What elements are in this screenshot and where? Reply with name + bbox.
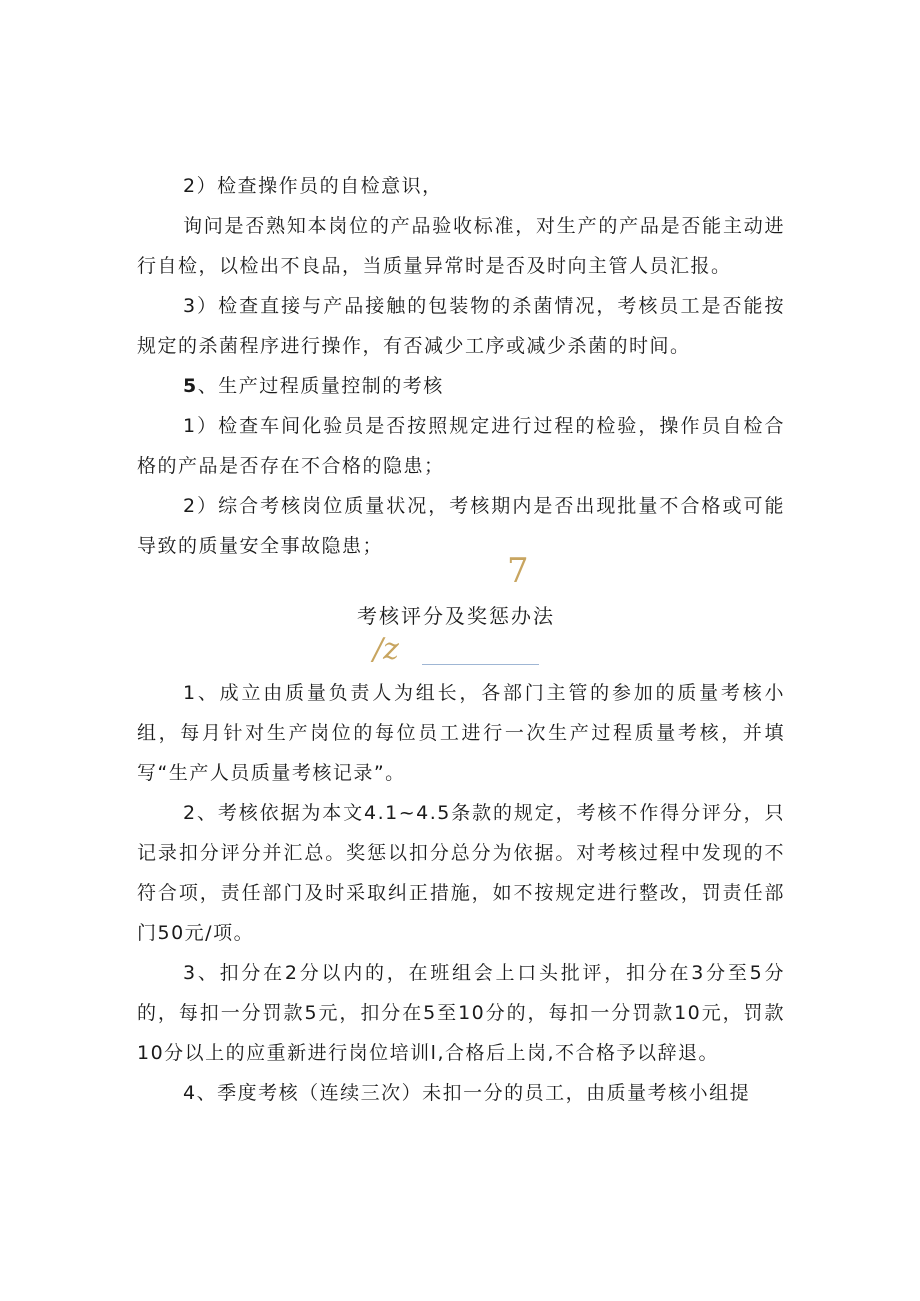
- rule-item-basis: 2、考核依据为本文4.1~4.5条款的规定，考核不作得分评分，只记录扣分评分并汇总。奖惩以扣分总分为依据。对考核过程中发现的不符合项，责任部门及时采取纠正措施，如不按规定进行整改，罚责任部门50元/项。: [137, 802, 785, 944]
- rule-item-committee: 1、成立由质量负责人为组长，各部门主管的参加的质量考核小组，每月针对生产岗位的每位员工进行一次生产过程质量考核，并填写“生产人员质量考核记录”。: [137, 682, 785, 784]
- rule-item-penalties: 3、扣分在2分以内的，在班组会上口头批评，扣分在3分至5分的，每扣一分罚款5元，扣分在5至10分的，每扣一分罚款10元，罚款10分以上的应重新进行岗位培训l,合格后上岗,不合格予以辞退。: [137, 962, 785, 1064]
- section-heading-text: 、生产过程质量控制的考核: [197, 375, 444, 397]
- paragraph-self-inspection-body: 询问是否熟知本岗位的产品验收标准，对生产的产品是否能主动进行自检，以检出不良品，当质量异常时是否及时向主管人员汇报。: [137, 215, 785, 277]
- section-heading-process-quality: [137, 366, 785, 406]
- rule-item-quarterly: 4、季度考核（连续三次）未扣一分的员工，由质量考核小组提: [183, 1082, 751, 1104]
- paragraph-sterilization-check: 3）检查直接与产品接触的包装物的杀菌情况，考核员工是否能按规定的杀菌程序进行操作，有否减少工序或减少杀菌的时间。: [137, 295, 785, 357]
- decorative-underline-rule: [422, 664, 539, 665]
- paragraph-quality-status: 2）综合考核岗位质量状况，考核期内是否出现批量不合格或可能导致的质量安全事故隐患；: [137, 495, 785, 557]
- paragraph-self-inspection-heading: 2）检查操作员的自检意识，: [183, 175, 443, 197]
- decorative-mark-seven: 7: [507, 551, 529, 591]
- paragraph-lab-inspection: 1）检查车间化验员是否按照规定进行过程的检验，操作员自检合格的产品是否存在不合格的隐患；: [137, 415, 785, 477]
- section-heading-number: 5: [183, 375, 198, 397]
- section-title-scoring-rewards: 考核评分及奖惩办法: [357, 604, 555, 628]
- decorative-mark-z: /z: [373, 632, 399, 667]
